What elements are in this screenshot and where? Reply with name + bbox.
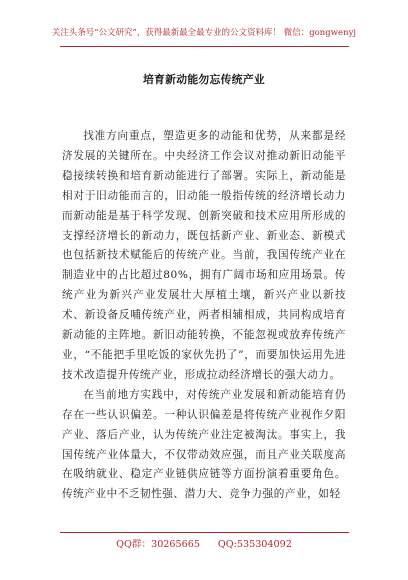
header-banner: 关注头条号“公文研究”，获得最新最全最专业的公文资料库！ 微信：gongwenyj xyxy=(51,27,357,37)
header-divider xyxy=(60,46,349,47)
paragraph-1: 找准方向重点，塑造更多的动能和优势，从来都是经济发展的关键所在。中央经济工作会议对推动新旧动能平稳接续转换和培育新动能进行了部署。实际上，新动能是相对于旧动能而言的，旧动能一般指传统的经济增长动力而新动能是基于科学发现、创新突破和技术应用所形成的支撑经济增长的新动力，既包括新产业、新业态、新模式也包括新技术赋能后的传统产业。当前，我国传统产业在制造业中的占比超过80%，拥有广阔市场和应用场景。传统产业为新兴产业发展壮大厚植土壤，新兴产业以新技术、新设备反哺传统产业，两者相辅相成，共同构成培育新动能的主阵地。新旧动能转换，不能忽视或放弃传统产业，“不能把手里吃饭的家伙先扔了”，而要加快运用先进技术改造提升传统产业，形成拉动经济增长的强大动力。 xyxy=(62,130,346,381)
article-body xyxy=(62,127,346,505)
footer-qq-group: QQ群：30265665 xyxy=(116,539,200,550)
footer-qq-number: QQ:535304092 xyxy=(217,539,292,550)
footer-divider xyxy=(60,532,349,533)
document-title: 培育新动能勿忘传统产业 xyxy=(142,73,266,86)
footer-contact xyxy=(0,536,408,550)
paragraph-2: 在当前地方实践中，对传统产业发展和新动能培育仍存在一些认识偏差。一种认识偏差是将传统产业视作夕阳产业、落后产业，认为传统产业注定被淘汰。事实上，我国传统产业体量大，不仅带动效应强，而且产业关联度高在吸纳就业、稳定产业链供应链等方面扮演着重要角色。传统产业中不乏韧性强、潜力大、竞争力强的产业，如轻 xyxy=(62,388,346,501)
